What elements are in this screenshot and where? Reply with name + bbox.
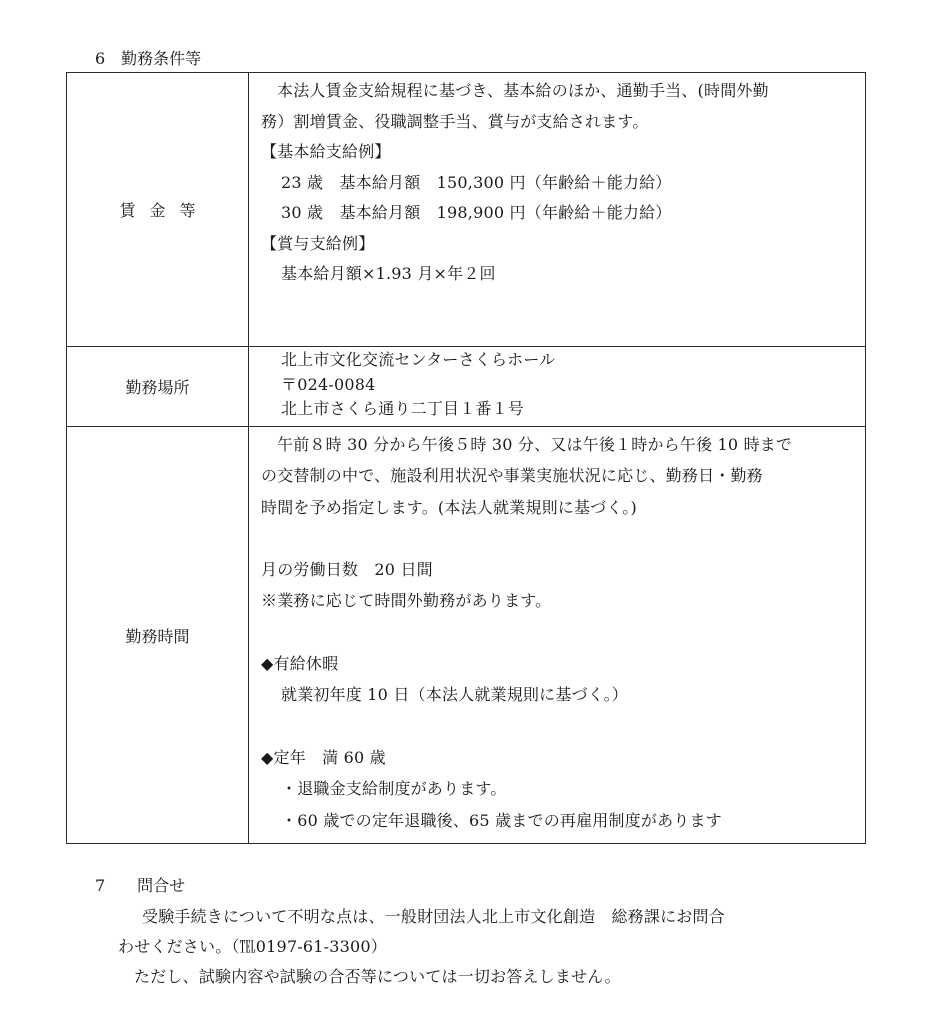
place-label: 勤務場所 <box>125 378 190 397</box>
wage-label-cell <box>67 73 249 347</box>
work-conditions-table <box>66 72 866 844</box>
table-row-hours <box>67 427 866 844</box>
table-row-wage <box>67 73 866 347</box>
wage-line-7: 基本給月額×1.93 月×年２回 <box>281 264 496 283</box>
hours-line-7 <box>261 617 857 648</box>
wage-content-cell <box>249 73 866 347</box>
hours-line-2: の交替制の中で、施設利用状況や事業実施状況に応じ、勤務日・勤務 <box>261 466 763 486</box>
hours-line-6: ※業務に応じて時間外勤務があります。 <box>261 591 552 611</box>
hours-label-cell <box>67 427 249 844</box>
section-7-heading: 7 問合せ <box>95 876 186 895</box>
wage-line-2: 務）割増賃金、役職調整手当、賞与が支給されます。 <box>261 111 649 131</box>
wage-line-4: 23 歳 基本給月額 150,300 円（年齢給＋能力給） <box>281 172 672 192</box>
table-row-place <box>67 347 866 427</box>
hours-line-13: ・60 歳での定年退職後、65 歳までの再雇用制度があります <box>281 810 722 830</box>
hours-line-4 <box>261 523 857 554</box>
wage-line-3: 【基本給支給例】 <box>261 142 391 161</box>
inquiry-line-2: わせください。（℡0197-61-3300） <box>118 937 388 956</box>
hours-line-5: 月の労働日数 20 日間 <box>261 560 433 580</box>
hours-line-8: ◆有給休暇 <box>261 654 339 674</box>
place-line-1: 北上市文化交流センターさくらホール <box>281 350 556 369</box>
inquiry-line-1: 受験手続きについて不明な点は、一般財団法人北上市文化創造 総務課にお問合 <box>142 907 725 926</box>
wage-line-5: 30 歳 基本給月額 198,900 円（年齢給＋能力給） <box>281 203 672 222</box>
place-line-2: 〒024-0084 <box>281 374 376 394</box>
wage-line-1: 本法人賃金支給規程に基づき、基本給のほか、通勤手当、(時間外勤 <box>277 81 769 100</box>
hours-line-3: 時間を予め指定します。(本法人就業規則に基づく。) <box>261 497 637 517</box>
inquiry-line-3: ただし、試験内容や試験の合否等については一切お答えしません。 <box>134 967 621 986</box>
inquiry-paragraph <box>118 902 858 992</box>
hours-line-10 <box>261 711 857 742</box>
place-content-cell <box>249 347 866 427</box>
place-line-3: 北上市さくら通り二丁目１番１号 <box>281 399 525 418</box>
wage-line-6: 【賞与支給例】 <box>261 233 375 253</box>
hours-line-12: ・退職金支給制度があります。 <box>281 779 507 799</box>
hours-line-11: ◆定年 満 60 歳 <box>261 747 386 767</box>
hours-line-1: 午前８時 30 分から午後５時 30 分、又は午後１時から午後 10 時まで <box>277 435 793 454</box>
wage-label: 賃金等 <box>119 201 210 220</box>
place-label-cell <box>67 347 249 427</box>
hours-content-cell <box>249 427 866 844</box>
section-6-heading: 6 勤務条件等 <box>95 49 202 68</box>
hours-line-9: 就業初年度 10 日（本法人就業規則に基づく。） <box>281 685 629 705</box>
hours-label: 勤務時間 <box>125 626 190 646</box>
